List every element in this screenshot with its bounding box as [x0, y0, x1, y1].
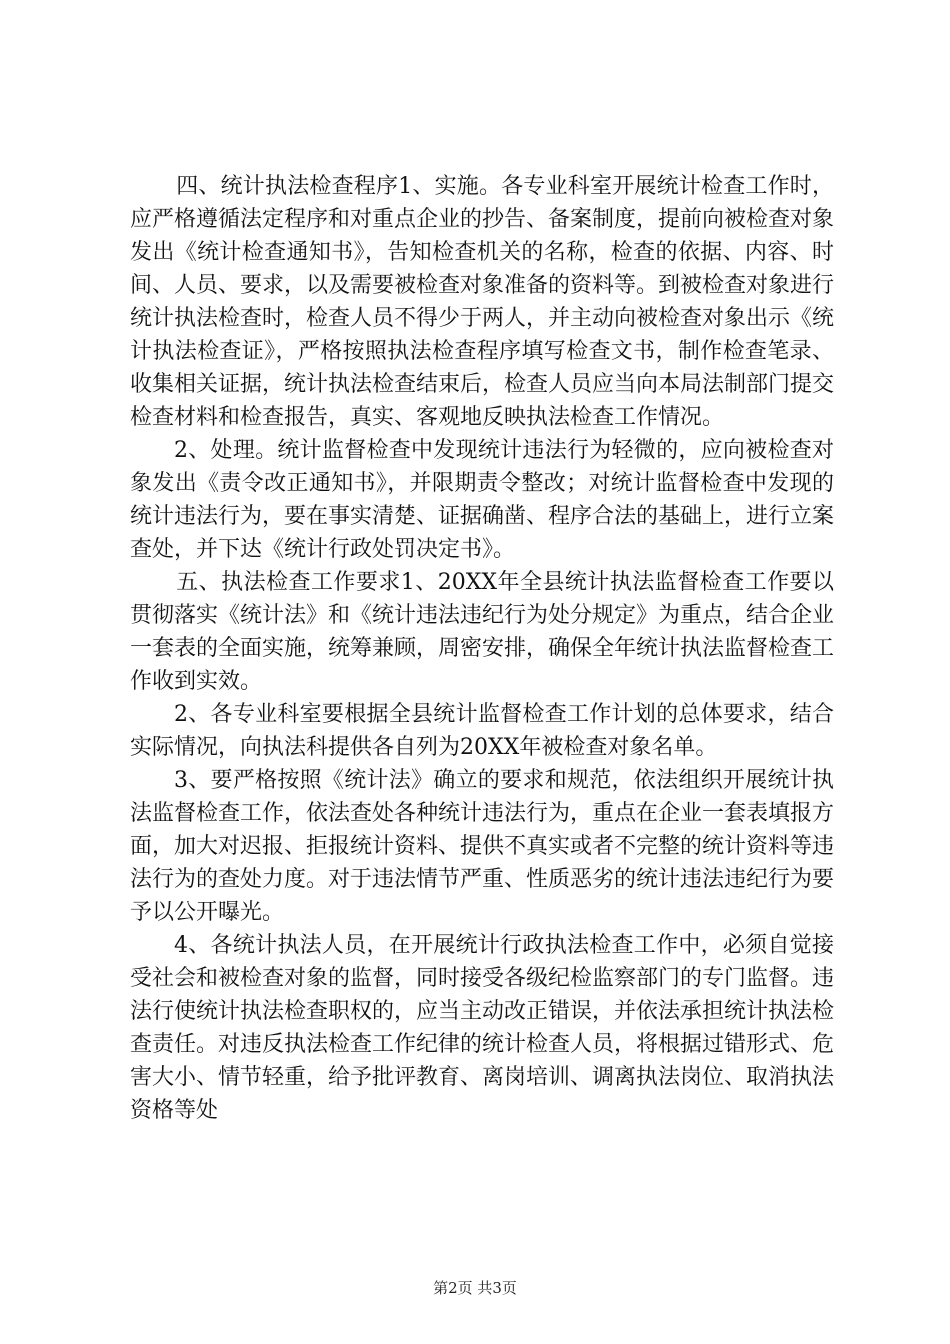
paragraph-requirement-2: 2、各专业科室要根据全县统计监督检查工作计划的总体要求，结合实际情况，向执法科提供各自列为20XX年被检查对象名单。	[130, 702, 834, 760]
paragraph-inspection-procedure: 四、统计执法检查程序1、实施。各专业科室开展统计检查工作时，应严格遵循法定程序和对重点企业的抄告、备案制度，提前向被检查对象发出《统计检查通知书》，告知检查机关的名称，检查的依据、内容、时间、人员、要求，以及需要被检查对象准备的资料等。到被检查对象进行统计执法检查时，检查人员不得少于两人，并主动向被检查对象出示《统计执法检查证》，严格按照执法检查程序填写检查文书，制作检查笔录、收集相关证据，统计执法检查结束后，检查人员应当向本局法制部门提交检查材料和检查报告，真实、客观地反映执法检查工作情况。	[130, 174, 835, 430]
page-number-footer: 第2页 共3页	[433, 1279, 517, 1297]
paragraph-requirement-3: 3、要严格按照《统计法》确立的要求和规范，依法组织开展统计执法监督检查工作，依法查处各种统计违法行为，重点在企业一套表填报方面，加大对迟报、拒报统计资料、提供不真实或者不完整的统计资料等违法行为的查处力度。对于违法情节严重、性质恶劣的统计违法违纪行为要予以公开曝光。	[130, 768, 835, 925]
document-body	[130, 170, 834, 1127]
paragraph-requirement-4: 4、各统计执法人员，在开展统计行政执法检查工作中，必须自觉接受社会和被检查对象的监督，同时接受各级纪检监察部门的专门监督。违法行使统计执法检查职权的，应当主动改正错误，并依法承担统计执法检查责任。对违反执法检查工作纪律的统计检查人员，将根据过错形式、危害大小、情节轻重，给予批评教育、离岗培训、调离执法岗位、取消执法资格等处	[130, 933, 835, 1123]
paragraph-handling: 2、处理。统计监督检查中发现统计违法行为轻微的，应向被检查对象发出《责令改正通知书》，并限期责令整改；对统计监督检查中发现的统计违法行为，要在事实清楚、证据确凿、程序合法的基础上，进行立案查处，并下达《统计行政处罚决定书》。	[130, 438, 835, 562]
paragraph-work-requirements: 五、执法检查工作要求1、20XX年全县统计执法监督检查工作要以贯彻落实《统计法》和《统计违法违纪行为处分规定》为重点，结合企业一套表的全面实施，统筹兼顾，周密安排，确保全年统计执法监督检查工作收到实效。	[130, 570, 835, 694]
